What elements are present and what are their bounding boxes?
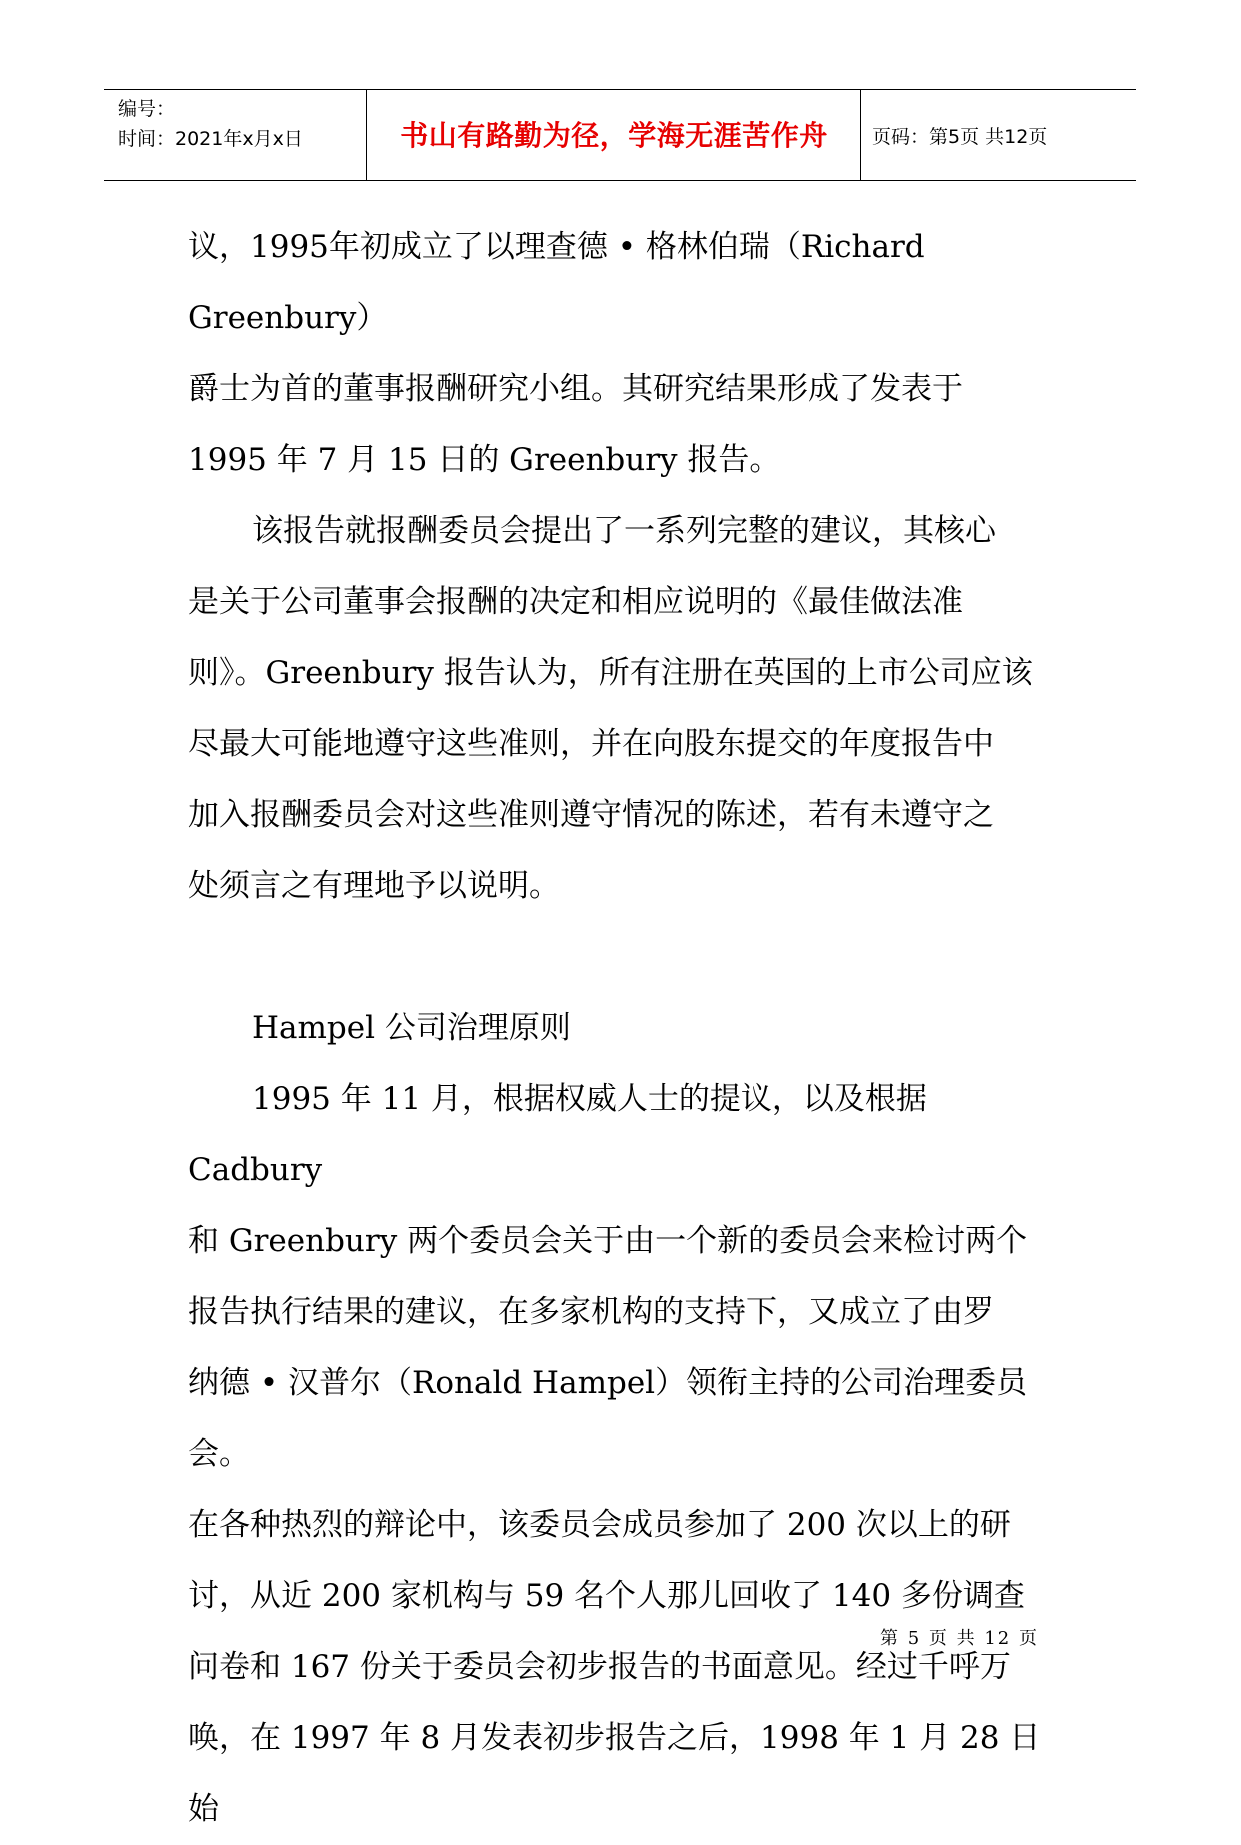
paragraph-line: 在各种热烈的辩论中，该委员会成员参加了 200 次以上的研 <box>188 1507 1011 1543</box>
paragraph-line: 加入报酬委员会对这些准则遵守情况的陈述，若有未遵守之 <box>188 797 994 833</box>
paragraph-line: 问卷和 167 份关于委员会初步报告的书面意见。经过千呼万 <box>188 1649 1011 1685</box>
paragraph-line: 纳德 • 汉普尔（Ronald Hampel）领衔主持的公司治理委员会。 <box>188 1365 1028 1472</box>
header-divider-left <box>366 90 367 180</box>
paragraph-line: 1995 年 7 月 15 日的 Greenbury 报告。 <box>188 442 781 478</box>
paragraph-line: 讨，从近 200 家机构与 59 名个人那儿回收了 140 多份调查 <box>188 1578 1025 1614</box>
page-footer: 第 5 页 共 12 页 <box>880 1628 1039 1649</box>
document-time-label: 时间：2021年x月x日 <box>118 128 303 150</box>
header-page-info: 页码：第5页 共12页 <box>872 126 1048 148</box>
page-header <box>104 89 1136 181</box>
paragraph-spacer <box>188 922 1068 993</box>
paragraph-line: 报告执行结果的建议，在多家机构的支持下，又成立了由罗 <box>188 1294 994 1330</box>
document-number-label: 编号： <box>118 98 176 120</box>
paragraph-line: 则》。Greenbury 报告认为，所有注册在英国的上市公司应该 <box>188 655 1033 691</box>
paragraph-line: 该报告就报酬委员会提出了一系列完整的建议，其核心 <box>252 513 996 549</box>
paragraph-line: 尽最大可能地遵守这些准则，并在向股东提交的年度报告中 <box>188 726 994 762</box>
paragraph-line: 和 Greenbury 两个委员会关于由一个新的委员会来检讨两个 <box>188 1223 1028 1259</box>
paragraph-line: 爵士为首的董事报酬研究小组。其研究结果形成了发表于 <box>188 371 963 407</box>
header-meta <box>118 94 303 154</box>
header-divider-right <box>860 90 861 180</box>
paragraph-line: 处须言之有理地予以说明。 <box>188 868 560 904</box>
paragraph-line: 议，1995年初成立了以理查德 • 格林伯瑞（Richard Greenbury） <box>188 229 925 336</box>
paragraph-line: 唤，在 1997 年 8 月发表初步报告之后，1998 年 1 月 28 日始 <box>188 1720 1041 1827</box>
section-heading: Hampel 公司治理原则 <box>252 1010 571 1046</box>
document-body <box>188 212 1068 1845</box>
paragraph-line: 是关于公司董事会报酬的决定和相应说明的《最佳做法准 <box>188 584 963 620</box>
header-motto: 书山有路勤为径，学海无涯苦作舟 <box>400 119 828 152</box>
paragraph-line: 1995 年 11 月，根据权威人士的提议，以及根据 Cadbury <box>188 1081 927 1188</box>
